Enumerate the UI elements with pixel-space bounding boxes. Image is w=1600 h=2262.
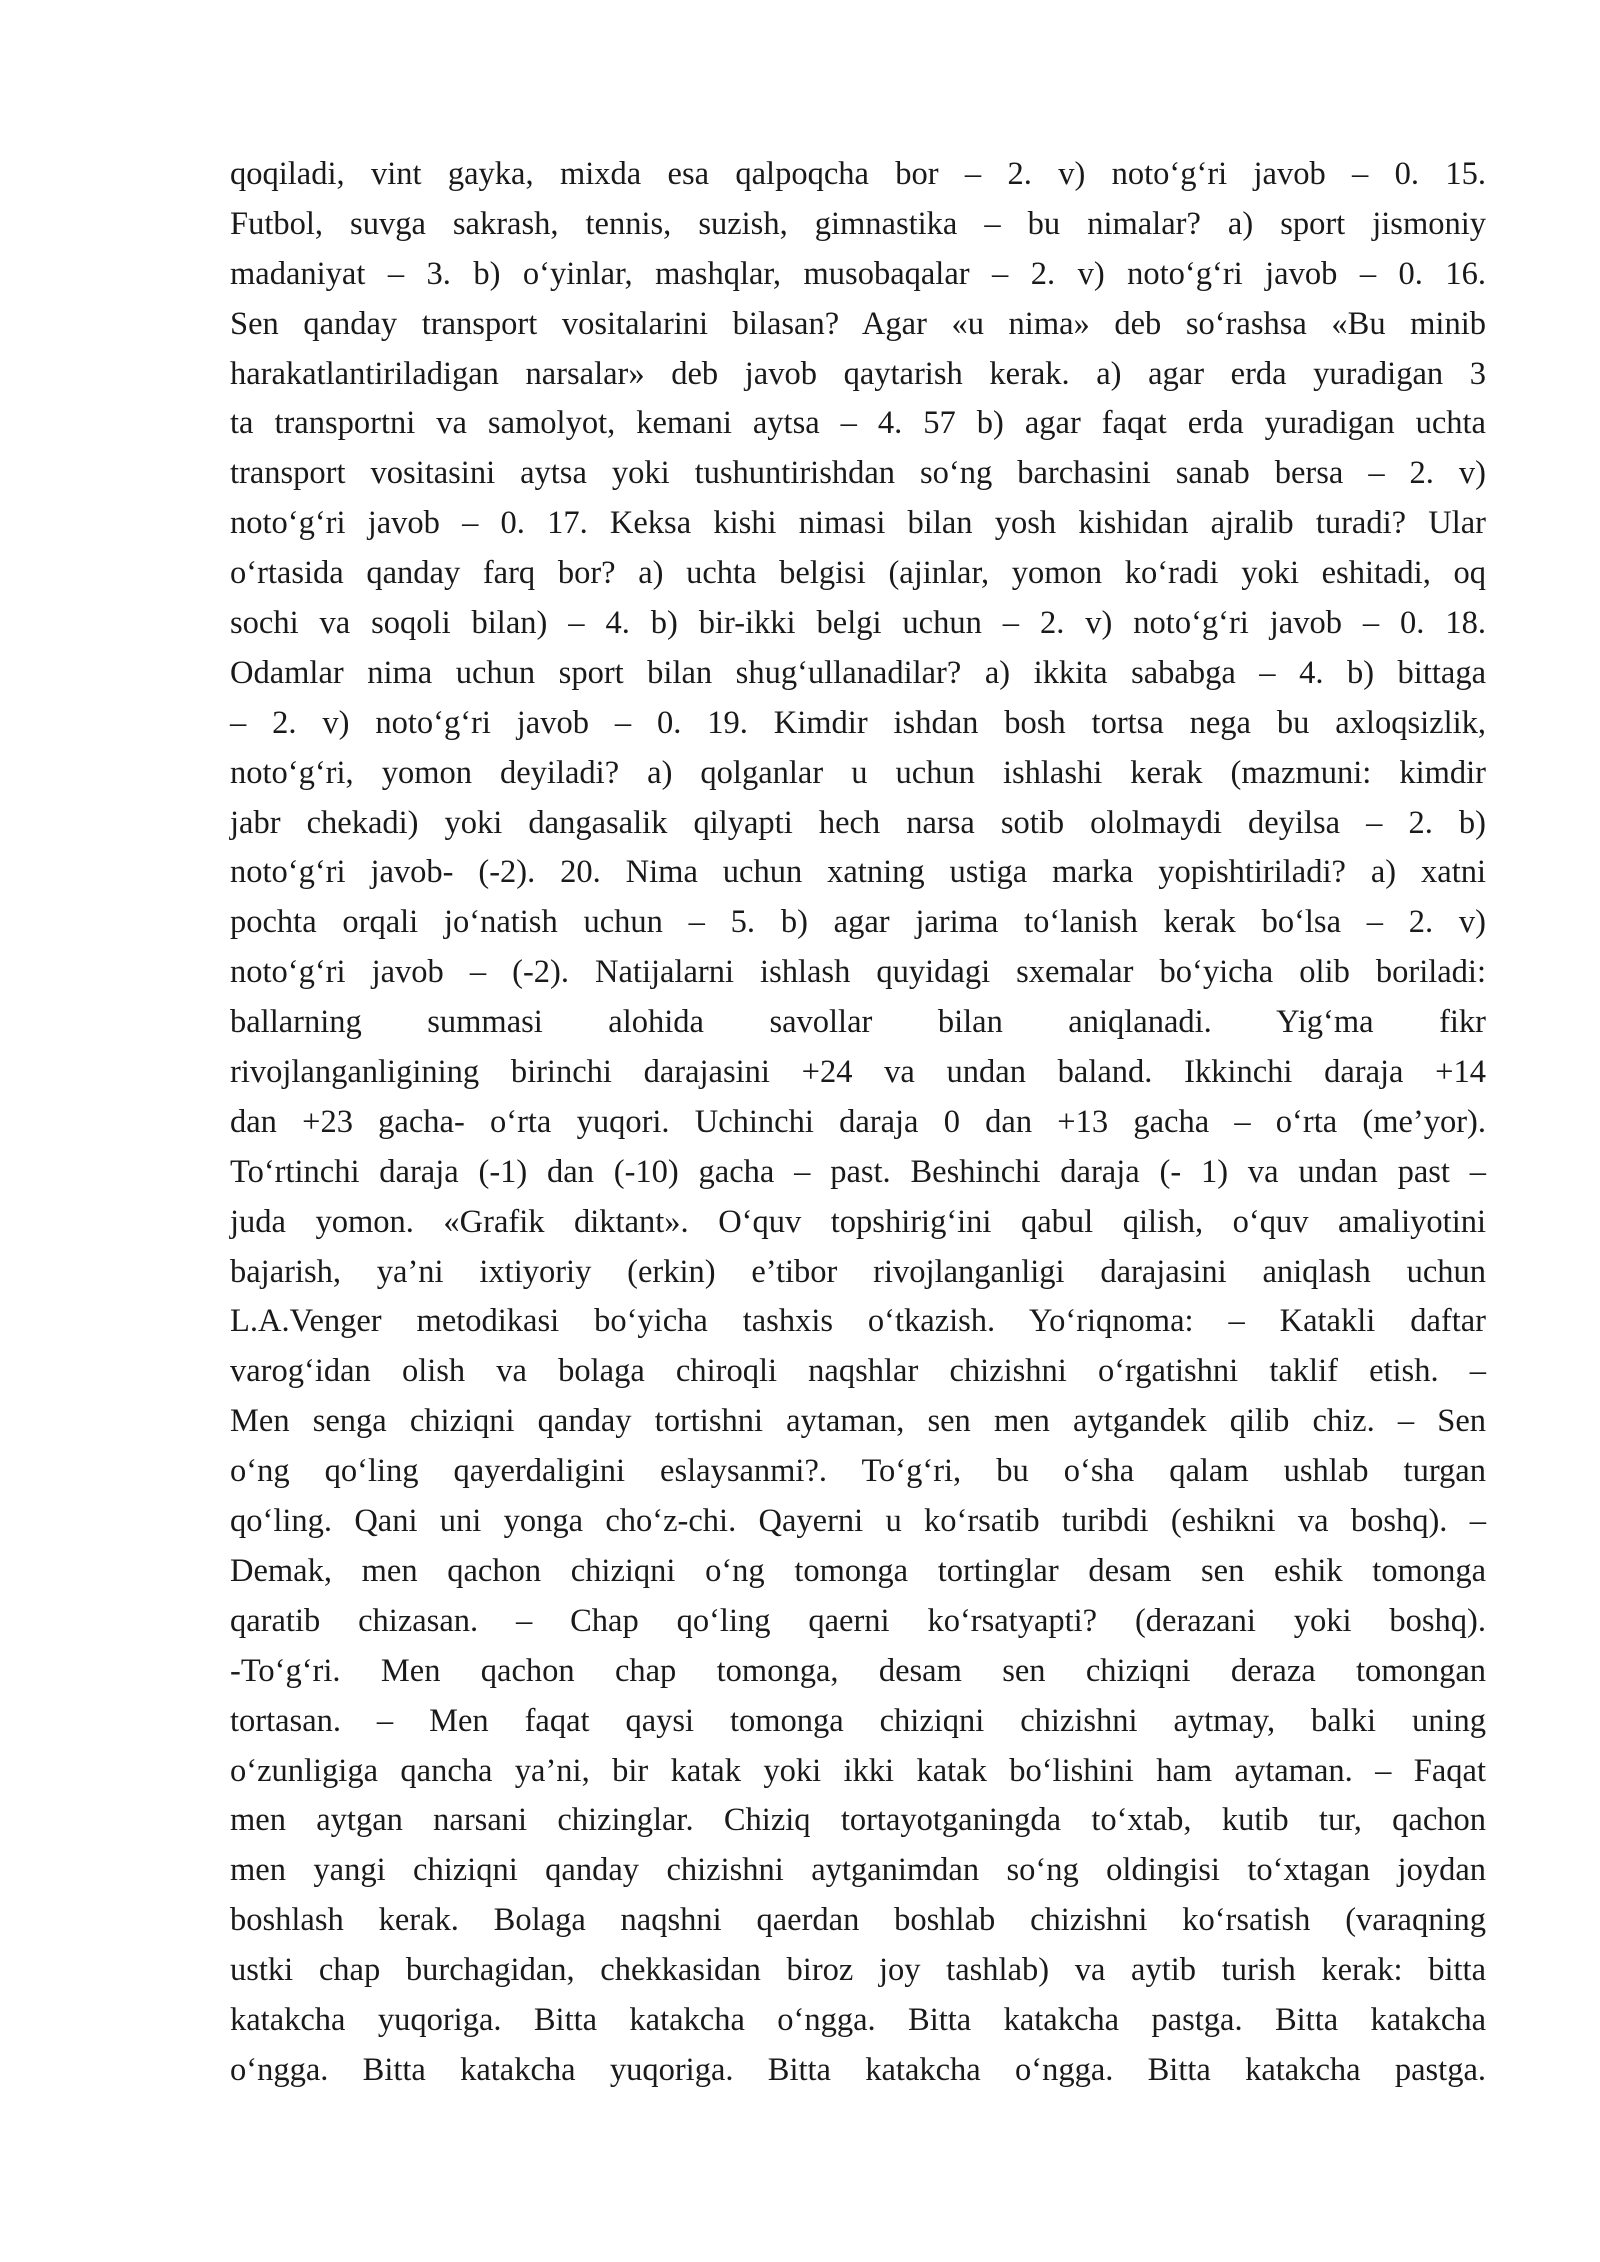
text-line: Odamlar nima uchun sport bilan shug‘ullanadilar? a) ikkita sababga – 4. b) bittaga [230, 654, 1486, 691]
text-line: varog‘idan olish va bolaga chiroqli naqshlar chizishni o‘rgatishni taklif etish. – [230, 1353, 1486, 1390]
text-line: dan +23 gacha- o‘rta yuqori. Uchinchi daraja 0 dan +13 gacha – o‘rta (me’yor). [230, 1103, 1486, 1140]
text-line: noto‘g‘ri javob- (-2). 20. Nima uchun xatning ustiga marka yopishtiriladi? a) xatni [230, 854, 1486, 891]
text-line: Sen qanday transport vositalarini bilasan? Agar «u nima» deb so‘rashsa «Bu minib [230, 305, 1486, 342]
text-line: katakcha yuqoriga. Bitta katakcha o‘ngga. Bitta katakcha pastga. Bitta katakcha [230, 2001, 1486, 2038]
text-line: qoqiladi, vint gayka, mixda esa qalpoqcha bor – 2. v) noto‘g‘ri javob – 0. 15. [230, 156, 1486, 192]
body-text [230, 150, 1486, 2096]
text-line: L.A.Venger metodikasi bo‘yicha tashxis o‘tkazish. Yo‘riqnoma: – Katakli daftar [230, 1303, 1486, 1340]
text-line: juda yomon. «Grafik diktant». O‘quv topshirig‘ini qabul qilish, o‘quv amaliyotini [230, 1203, 1486, 1240]
text-line: madaniyat – 3. b) o‘yinlar, mashqlar, musobaqalar – 2. v) noto‘g‘ri javob – 0. 16. [230, 255, 1486, 292]
text-line: o‘ngga. Bitta katakcha yuqoriga. Bitta katakcha o‘ngga. Bitta katakcha pastga. [230, 2051, 1486, 2088]
text-line: o‘zunligiga qancha ya’ni, bir katak yoki ikki katak bo‘lishini ham aytaman. – Faqat [230, 1752, 1486, 1789]
text-line: – 2. v) noto‘g‘ri javob – 0. 19. Kimdir ishdan bosh tortsa nega bu axloqsizlik, [230, 704, 1486, 741]
text-line: Men senga chiziqni qanday tortishni aytaman, sen men aytgandek qilib chiz. – Sen [230, 1403, 1486, 1440]
text-line: noto‘g‘ri, yomon deyiladi? a) qolganlar u uchun ishlashi kerak (mazmuni: kimdir [230, 754, 1486, 791]
text-line: harakatlantiriladigan narsalar» deb javob qaytarish kerak. a) agar erda yuradigan 3 [230, 355, 1486, 392]
text-line: -To‘g‘ri. Men qachon chap tomonga, desam sen chiziqni deraza tomongan [230, 1652, 1486, 1689]
text-line: tortasan. – Men faqat qaysi tomonga chiziqni chizishni aytmay, balki uning [230, 1702, 1486, 1739]
text-line: boshlash kerak. Bolaga naqshni qaerdan boshlab chizishni ko‘rsatish (varaqning [230, 1902, 1486, 1939]
text-line: qo‘ling. Qani uni yonga cho‘z-chi. Qayerni u ko‘rsatib turibdi (eshikni va boshq). – [230, 1503, 1486, 1540]
text-line: Demak, men qachon chiziqni o‘ng tomonga tortinglar desam sen eshik tomonga [230, 1552, 1486, 1589]
text-line: ta transportni va samolyot, kemani aytsa – 4. 57 b) agar faqat erda yuradigan uchta [230, 405, 1486, 442]
text-line: o‘ng qo‘ling qayerdaligini eslaysanmi?. To‘g‘ri, bu o‘sha qalam ushlab turgan [230, 1453, 1486, 1490]
text-line: Futbol, suvga sakrash, tennis, suzish, gimnastika – bu nimalar? a) sport jismoniy [230, 205, 1486, 242]
text-line: ustki chap burchagidan, chekkasidan biroz joy tashlab) va aytib turish kerak: bitta [230, 1952, 1486, 1989]
text-line: sochi va soqoli bilan) – 4. b) bir-ikki belgi uchun – 2. v) noto‘g‘ri javob – 0. 18. [230, 605, 1486, 642]
text-line: transport vositasini aytsa yoki tushuntirishdan so‘ng barchasini sanab bersa – 2. v) [230, 455, 1486, 492]
text-line: bajarish, ya’ni ixtiyoriy (erkin) e’tibor rivojlanganligi darajasini aniqlash uchun [230, 1253, 1486, 1290]
text-line: To‘rtinchi daraja (-1) dan (-10) gacha – past. Beshinchi daraja (- 1) va undan past – [230, 1153, 1486, 1190]
text-line: rivojlanganligining birinchi darajasini +24 va undan baland. Ikkinchi daraja +14 [230, 1054, 1486, 1091]
text-line: men aytgan narsani chizinglar. Chiziq tortayotganingda to‘xtab, kutib tur, qachon [230, 1802, 1486, 1839]
text-line: qaratib chizasan. – Chap qo‘ling qaerni ko‘rsatyapti? (derazani yoki boshq). [230, 1602, 1486, 1639]
text-line: ballarning summasi alohida savollar bilan aniqlanadi. Yig‘ma fikr [230, 1004, 1486, 1041]
text-line: o‘rtasida qanday farq bor? a) uchta belgisi (ajinlar, yomon ko‘radi yoki eshitadi, oq [230, 555, 1486, 592]
text-line: noto‘g‘ri javob – 0. 17. Keksa kishi nimasi bilan yosh kishidan ajralib turadi? Ular [230, 505, 1486, 542]
text-line: noto‘g‘ri javob – (-2). Natijalarni ishlash quyidagi sxemalar bo‘yicha olib boriladi: [230, 954, 1486, 991]
text-line: men yangi chiziqni qanday chizishni aytganimdan so‘ng oldingisi to‘xtagan joydan [230, 1852, 1486, 1889]
text-line: pochta orqali jo‘natish uchun – 5. b) agar jarima to‘lanish kerak bo‘lsa – 2. v) [230, 904, 1486, 941]
text-line: jabr chekadi) yoki dangasalik qilyapti hech narsa sotib ololmaydi deyilsa – 2. b) [230, 804, 1486, 841]
